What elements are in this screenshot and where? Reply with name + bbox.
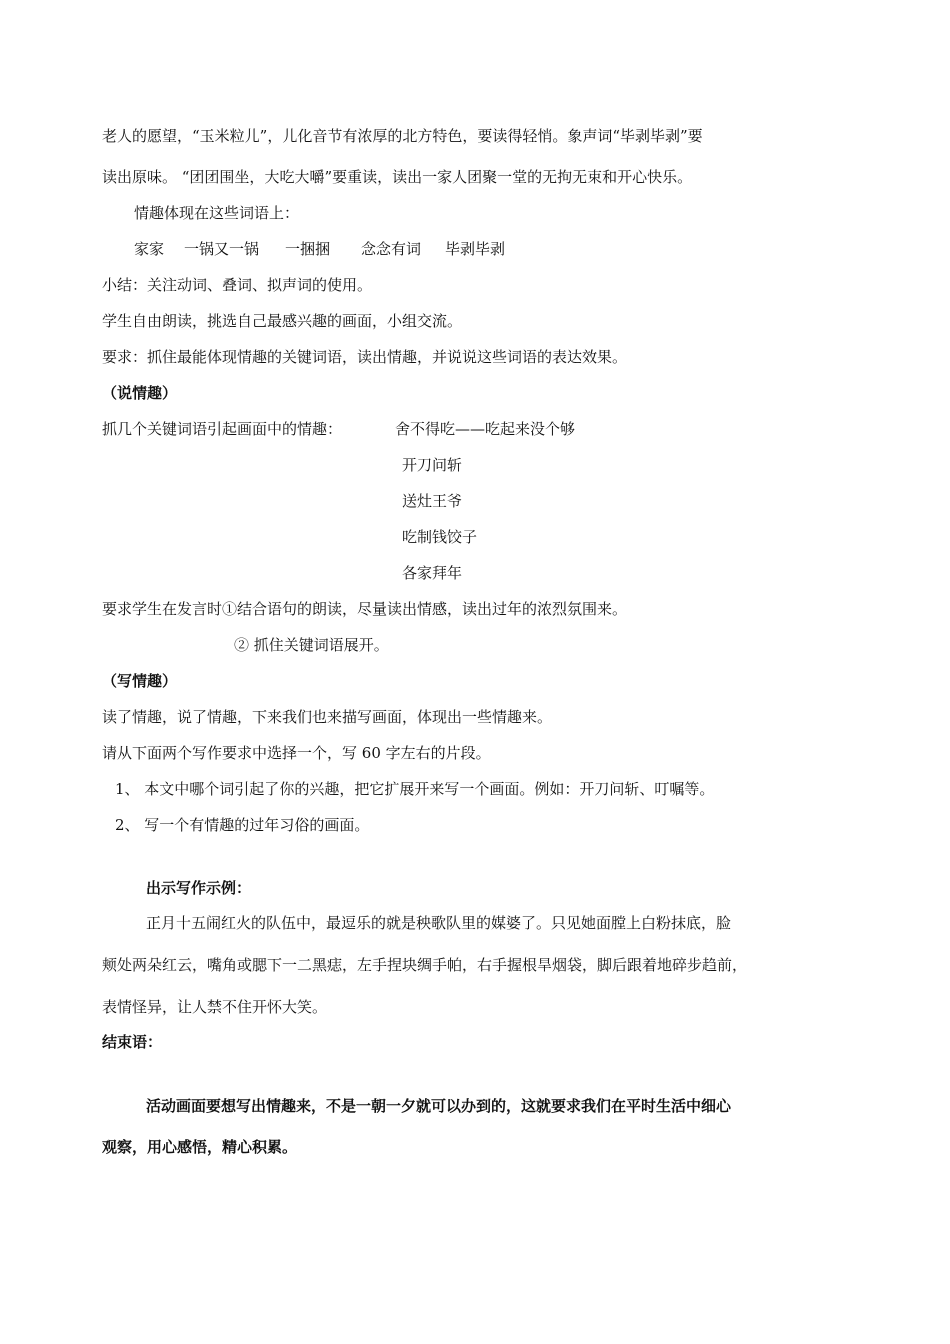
- write-line-2: 请从下面两个写作要求中选择一个，写 60 字左右的片段。: [102, 744, 491, 762]
- conclusion-line-2: 观察，用心感悟，精心积累。: [102, 1138, 298, 1156]
- intro-line-1: 老人的愿望，“玉米粒儿”，儿化音节有浓厚的北方特色，要读得轻悄。象声词“毕剥毕剥”要: [102, 127, 703, 145]
- write-task: 2、 写一个有情趣的过年习俗的画面。: [115, 816, 370, 834]
- speak-item: 开刀问斩: [402, 456, 463, 474]
- summary-line: 小结：关注动词、叠词、拟声词的使用。: [102, 276, 373, 294]
- example-line-1: 正月十五闹红火的队伍中，最逗乐的就是秧歌队里的媒婆了。只见她面膛上白粉抹底，脸: [146, 914, 732, 932]
- example-line-3: 表情怪异，让人禁不住开怀大笑。: [102, 998, 328, 1016]
- interest-intro: 情趣体现在这些词语上：: [134, 204, 300, 222]
- speak-section-heading: （说情趣）: [102, 384, 178, 402]
- speak-item: 各家拜年: [402, 564, 463, 582]
- write-task: 1、 本文中哪个词引起了你的兴趣，把它扩展开来写一个画面。例如：开刀问斩、叮嘱等。: [115, 780, 715, 798]
- example-line-2: 颊处两朵红云，嘴角或腮下一二黑痣，左手捏块绸手帕，右手握根旱烟袋，脚后跟着地碎步趋前，: [102, 956, 748, 974]
- example-heading: 出示写作示例：: [146, 879, 252, 897]
- speak-item: 舍不得吃——吃起来没个够: [395, 420, 576, 438]
- speak-requirement-line-1: 要求学生在发言时①结合语句的朗读，尽量读出情感，读出过年的浓烈氛围来。: [102, 600, 628, 618]
- write-line-1: 读了情趣，说了情趣，下来我们也来描写画面，体现出一些情趣来。: [102, 708, 553, 726]
- speak-requirement-line-2: ② 抓住关键词语展开。: [234, 636, 389, 654]
- write-section-heading: （写情趣）: [102, 672, 178, 690]
- interest-word: 毕剥毕剥: [445, 240, 506, 258]
- free-reading-line: 学生自由朗读，挑选自己最感兴趣的画面，小组交流。: [102, 312, 463, 330]
- interest-word: 一锅又一锅: [184, 240, 260, 258]
- speak-item: 吃制钱饺子: [402, 528, 478, 546]
- conclusion-heading: 结束语：: [102, 1033, 163, 1051]
- interest-word: 一捆捆: [285, 240, 331, 258]
- interest-word: 念念有词: [361, 240, 422, 258]
- interest-word: 家家: [134, 240, 165, 258]
- speak-item: 送灶王爷: [402, 492, 463, 510]
- requirement-line: 要求：抓住最能体现情趣的关键词语，读出情趣，并说说这些词语的表达效果。: [102, 348, 628, 366]
- speak-lead: 抓几个关键词语引起画面中的情趣：: [102, 420, 343, 438]
- conclusion-line-1: 活动画面要想写出情趣来，不是一朝一夕就可以办到的，这就要求我们在平时生活中细心: [146, 1097, 732, 1115]
- intro-line-2: 读出原味。 “团团围坐，大吃大嚼”要重读，读出一家人团聚一堂的无拘无束和开心快乐。: [102, 168, 693, 186]
